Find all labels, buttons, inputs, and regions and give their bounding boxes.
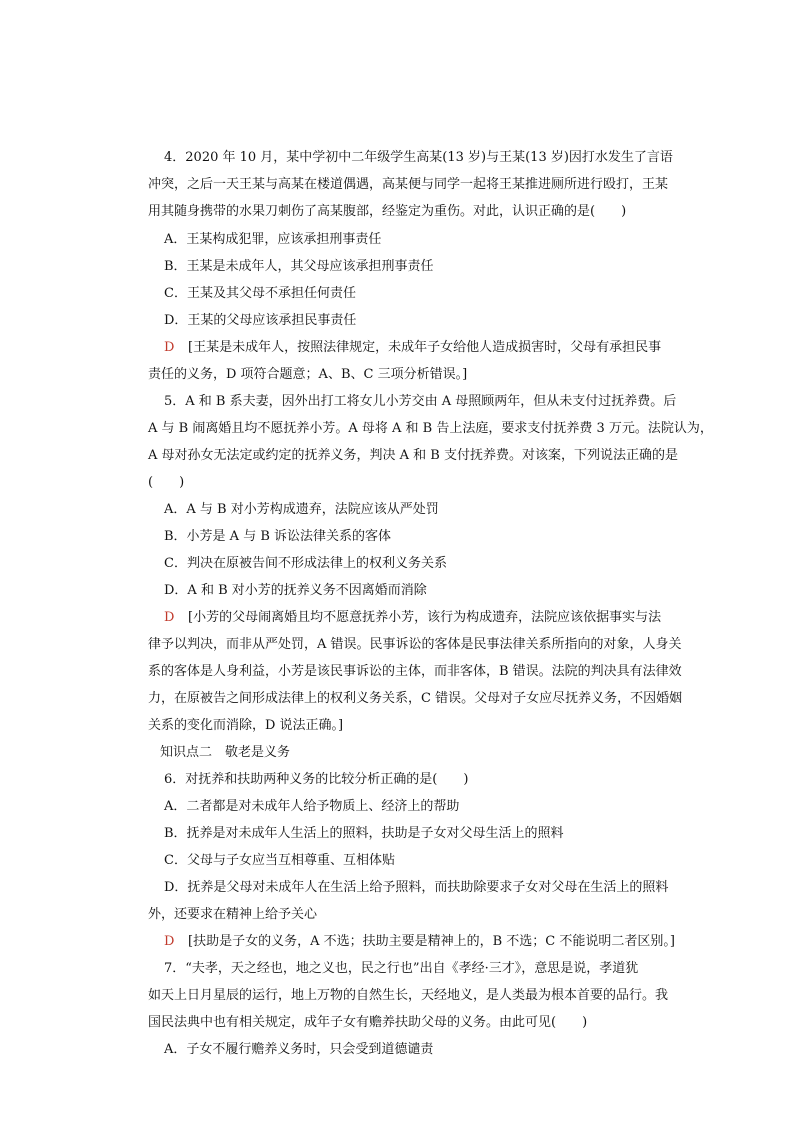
q4-stem-line-1: 4．2020 年 10 月，某中学初中二年级学生高某(13 岁)与王某(13 岁)因打水发生了言语	[164, 150, 673, 165]
q4-stem-line-2: 冲突，之后一天王某与高某在楼道偶遇，高某便与同学一起将王某推进厕所进行殴打，王某	[148, 177, 669, 192]
q7-stem-line-2: 如天上日月星辰的运行，地上万物的自然生长，天经地义，是人类最为根本首要的品行。我	[148, 988, 669, 1003]
q4-answer-letter: D	[164, 340, 175, 355]
q5-option-b: B．小芳是 A 与 B 诉讼法律关系的客体	[164, 529, 392, 544]
q5-answer-line-1	[164, 604, 674, 631]
q5-answer-text-1: [小芳的父母闹离婚且均不愿意抚养小芳，该行为构成遗弃，法院应该依据事实与法	[188, 610, 662, 625]
q4-option-b: B．王某是未成年人，其父母应该承担刑事责任	[164, 259, 434, 274]
q5-option-d: D．A 和 B 对小芳的抚养义务不因离婚而消除	[164, 583, 427, 598]
q5-option-c: C．判决在原被告间不形成法律上的权利义务关系	[164, 556, 447, 571]
q4-option-c: C．王某及其父母不承担任何责任	[164, 286, 356, 301]
q6-option-a: A．二者都是对未成年人给予物质上、经济上的帮助	[164, 799, 460, 814]
q5-answer-line-2: 律予以判决，而非从严处罚，A 错误。民事诉讼的客体是民事法律关系所指向的对象，人身关	[148, 637, 682, 652]
q6-answer-text-1: [扶助是子女的义务，A 不选；扶助主要是精神上的，B 不选；C 不能说明二者区别。]	[188, 934, 675, 949]
q5-answer-line-4: 力，在原被告之间形成法律上的权利义务关系，C 错误。父母对子女应尽抚养义务，不因婚姻	[148, 691, 683, 706]
q6-option-d: D．抚养是父母对未成年人在生活上给予照料，而扶助除要求子女对父母在生活上的照料	[164, 880, 669, 895]
q6-stem-line-1: 6．对抚养和扶助两种义务的比较分析正确的是( )	[164, 772, 469, 787]
q5-option-a: A．A 与 B 对小芳构成遗弃，法院应该从严处罚	[164, 502, 439, 517]
q6-option-b: B．抚养是对未成年人生活上的照料，扶助是子女对父母生活上的照料	[164, 826, 564, 841]
q5-answer-line-3: 系的客体是人身利益，小芳是该民事诉讼的主体，而非客体，B 错误。法院的判决具有法律效	[148, 664, 682, 679]
q5-stem-line-1: 5．A 和 B 系夫妻，因外出打工将女儿小芳交由 A 母照顾两年，但从未支付过抚养费。后	[164, 394, 677, 409]
q5-stem-line-4: ( )	[148, 475, 185, 490]
q5-stem-line-2: A 与 B 闹离婚且均不愿抚养小芳。A 母将 A 和 B 告上法庭，要求支付抚养费 3 万元。法院认为，	[148, 421, 713, 436]
q5-answer-line-5: 关系的变化而消除，D 说法正确。]	[148, 718, 344, 733]
q6-option-d-cont: 外，还要求在精神上给予关心	[148, 907, 318, 922]
q4-option-a: A．王某构成犯罪，应该承担刑事责任	[164, 232, 382, 247]
section-heading: 知识点二 敬老是义务	[160, 745, 291, 760]
q7-option-a: A．子女不履行赡养义务时，只会受到道德谴责	[164, 1042, 434, 1057]
q7-stem-line-3: 国民法典中也有相关规定，成年子女有赡养扶助父母的义务。由此可见( )	[148, 1015, 588, 1030]
q4-stem-line-3: 用其随身携带的水果刀刺伤了高某腹部，经鉴定为重伤。对此，认识正确的是( )	[148, 204, 627, 219]
q4-answer-text-1: [王某是未成年人，按照法律规定，未成年子女给他人造成损害时，父母有承担民事	[188, 340, 662, 355]
q5-stem-line-3: A 母对孙女无法定或约定的抚养义务，判决 A 和 B 支付抚养费。对该案，下列说法正确的是	[148, 448, 678, 463]
q6-option-c: C．父母与子女应当互相尊重、互相体贴	[164, 853, 395, 868]
q6-answer-letter: D	[164, 934, 175, 949]
q4-answer-line-2: 责任的义务，D 项符合题意；A、B、C 三项分析错误。]	[148, 367, 468, 382]
q6-answer-line-1	[164, 928, 674, 955]
q4-option-d: D．王某的父母应该承担民事责任	[164, 313, 357, 328]
q7-stem-line-1: 7．“夫孝，天之经也，地之义也，民之行也”出自《孝经·三才》，意思是说，孝道犹	[164, 961, 639, 976]
q5-answer-letter: D	[164, 610, 175, 625]
q4-answer-line-1	[164, 334, 674, 361]
